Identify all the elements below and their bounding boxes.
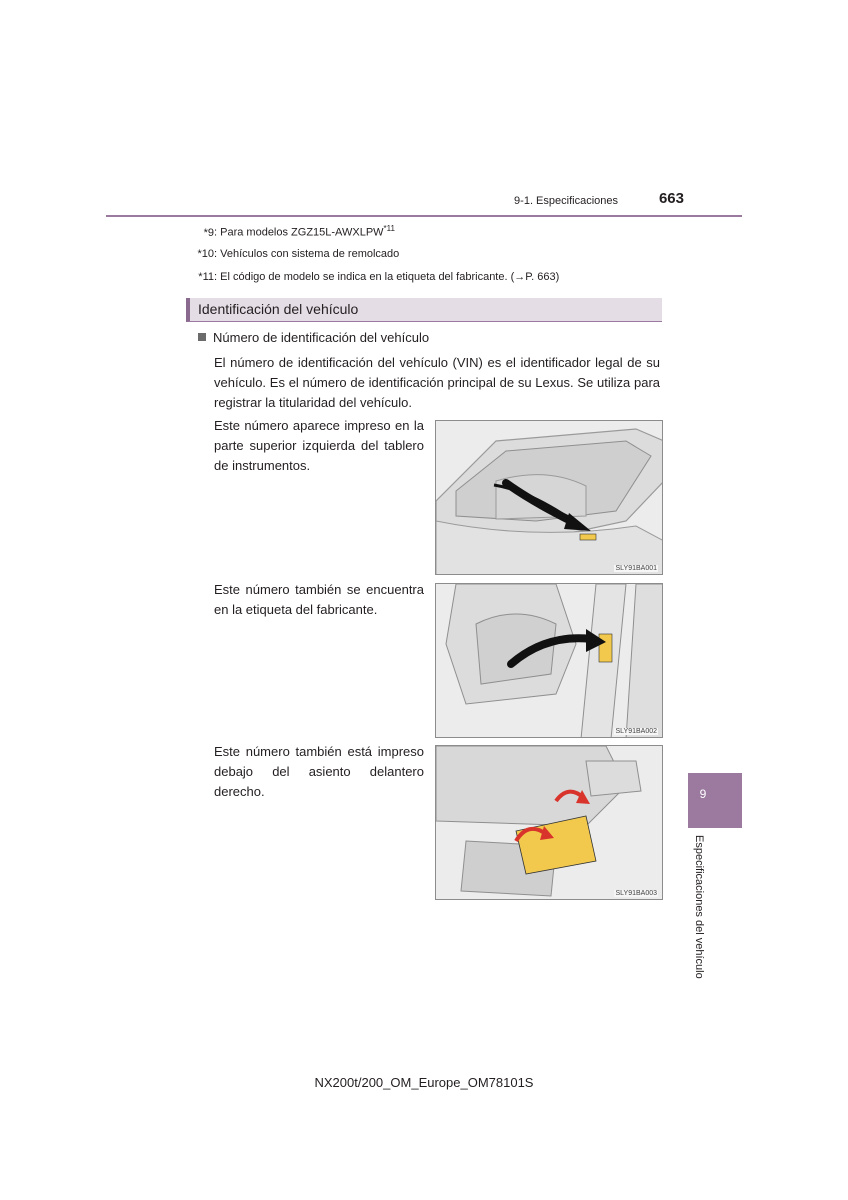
chapter-label: Especificaciones del vehículo (693, 835, 705, 979)
footnote-10 (188, 247, 399, 261)
square-bullet-icon (198, 333, 206, 341)
footer-code: NX200t/200_OM_Europe_OM78101S (314, 1075, 534, 1090)
footnote-text: Vehículos con sistema de remolcado (220, 248, 400, 260)
section-header-bar (186, 298, 662, 322)
footnote-mark: *9 (203, 226, 214, 239)
figure-2-caption: Este número también se encuentra en la etiqueta del fabricante. (214, 582, 424, 617)
figure-code: SLY91BA001 (615, 565, 657, 572)
footnote-ref: *11 (383, 224, 395, 233)
page-number: 663 (658, 190, 684, 207)
figure-under-seat (435, 745, 663, 900)
footnote-11 (188, 270, 559, 284)
footnote-mark: *11 (198, 271, 214, 283)
chapter-tab[interactable] (688, 773, 742, 828)
figure-code: SLY91BA002 (615, 728, 657, 735)
figure-1-caption: Este número aparece impreso en la parte superior izquierda del tablero de instrumentos. (214, 418, 424, 473)
figure-3-caption: Este número también está impreso debajo del asiento delantero derecho. (214, 744, 424, 799)
running-header-section: 9-1. Especificaciones (514, 195, 618, 207)
header-rule (106, 215, 742, 217)
door-pillar-illustration (436, 584, 663, 738)
figure-manufacturer-label (435, 583, 663, 738)
footnote-text[interactable]: El código de modelo se indica en la etiqueta del fabricante. (→P. 663) (220, 271, 560, 283)
subheading (198, 330, 429, 345)
section-title: Identificación del vehículo (198, 301, 359, 317)
footnote-text: Para modelos ZGZ15L-AWXLPW (220, 226, 384, 239)
footnote-colon: : (214, 226, 218, 239)
subheading-label: Número de identificación del vehículo (213, 330, 430, 345)
footnote-colon: : (214, 248, 218, 260)
figure-dashboard-vin (435, 420, 663, 575)
footnote-9 (188, 222, 395, 240)
chapter-number: 9 (699, 787, 707, 801)
figure-code: SLY91BA003 (615, 890, 657, 897)
dashboard-illustration (436, 421, 663, 575)
under-seat-illustration (436, 746, 663, 900)
footnote-mark: *10 (197, 248, 214, 260)
intro-paragraph: El número de identificación del vehículo (VIN) es el identificador legal de su vehículo. Es el número de identificación principal de su Lexus. Se utiliza para registrar la titularidad del vehículo. (214, 355, 660, 410)
footnote-colon: : (214, 271, 218, 283)
